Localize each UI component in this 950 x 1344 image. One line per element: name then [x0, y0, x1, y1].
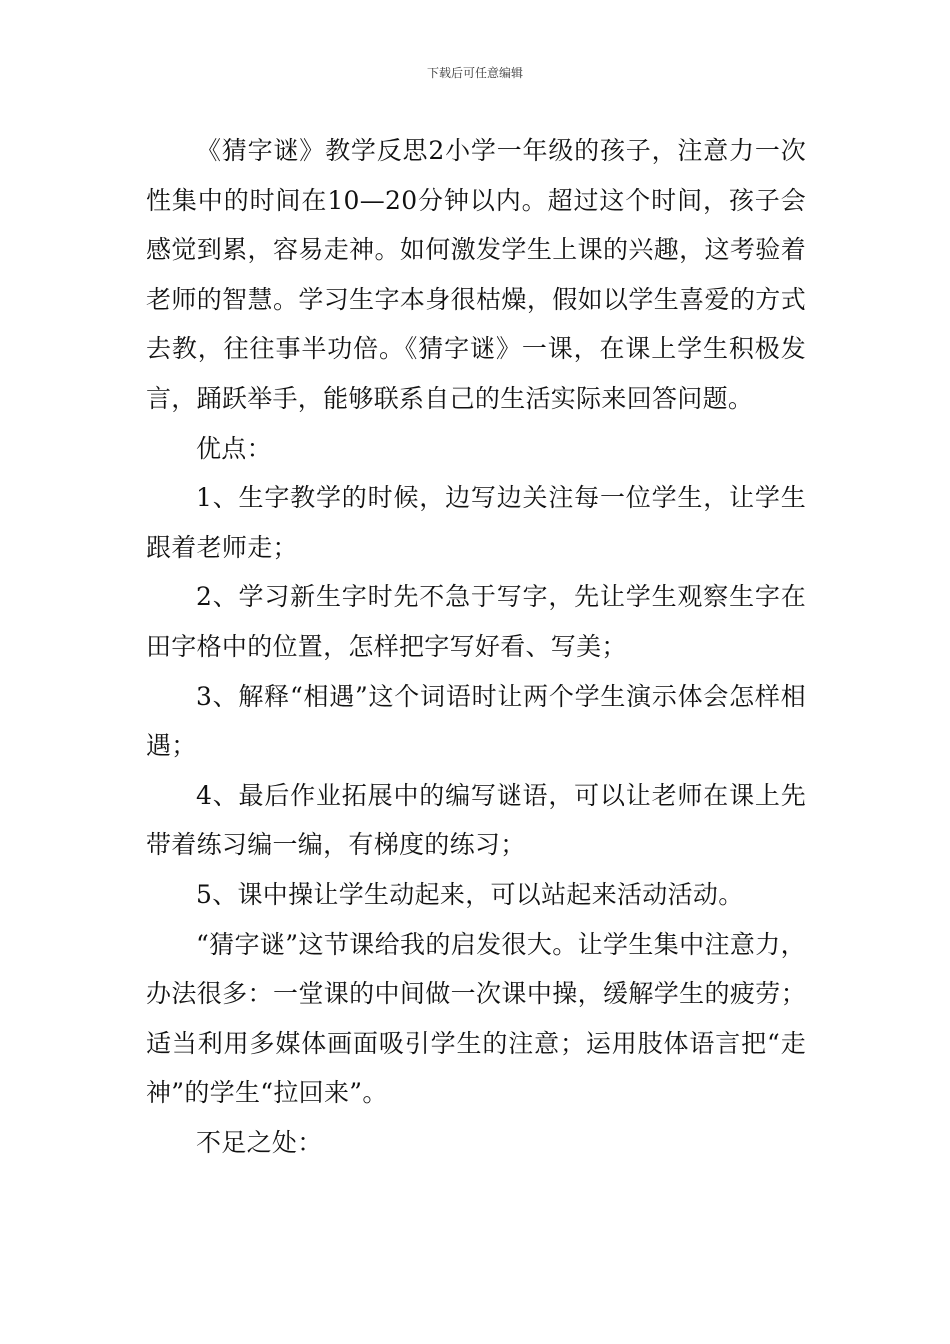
paragraph-weaknesses-heading: 不足之处： [196, 1127, 323, 1157]
paragraph-strength-5: 5、课中操让学生动起来，可以站起来活动活动。 [196, 879, 744, 909]
paragraph-reflection: “猜字谜”这节课给我的启发很大。让学生集中注意力，办法很多：一堂课的中间做一次课中操，缓解学生的疲劳；适当利用多媒体画面吸引学生的注意；运用肢体语言把“走神”的学生“拉回来”。 [146, 929, 806, 1108]
document-body [146, 126, 806, 1167]
paragraph-strength-2: 2、学习新生字时先不急于写字，先让学生观察生字在田字格中的位置，怎样把字写好看、写美； [146, 582, 806, 661]
paragraph-strength-3: 3、解释“相遇”这个词语时让两个学生演示体会怎样相遇； [146, 681, 806, 761]
paragraph-strength-4: 4、最后作业拓展中的编写谜语，可以让老师在课上先带着练习编一编，有梯度的练习； [146, 780, 806, 860]
paragraph-strength-1: 1、生字教学的时候，边写边关注每一位学生，让学生跟着老师走； [146, 483, 806, 562]
paragraph-intro: 《猜字谜》教学反思2小学一年级的孩子，注意力一次性集中的时间在10—20分钟以内。超过这个时间，孩子会感觉到累，容易走神。如何激发学生上课的兴趣，这考验着老师的智慧。学习生字本身很枯燥，假如以学生喜爱的方式去教，往往事半功倍。《猜字谜》一课，在课上学生积极发言，踊跃举手，能够联系自己的生活实际来回答问题。 [146, 136, 806, 413]
page-header: 下载后可任意编辑 [426, 66, 523, 80]
paragraph-strengths-heading: 优点： [196, 433, 272, 463]
